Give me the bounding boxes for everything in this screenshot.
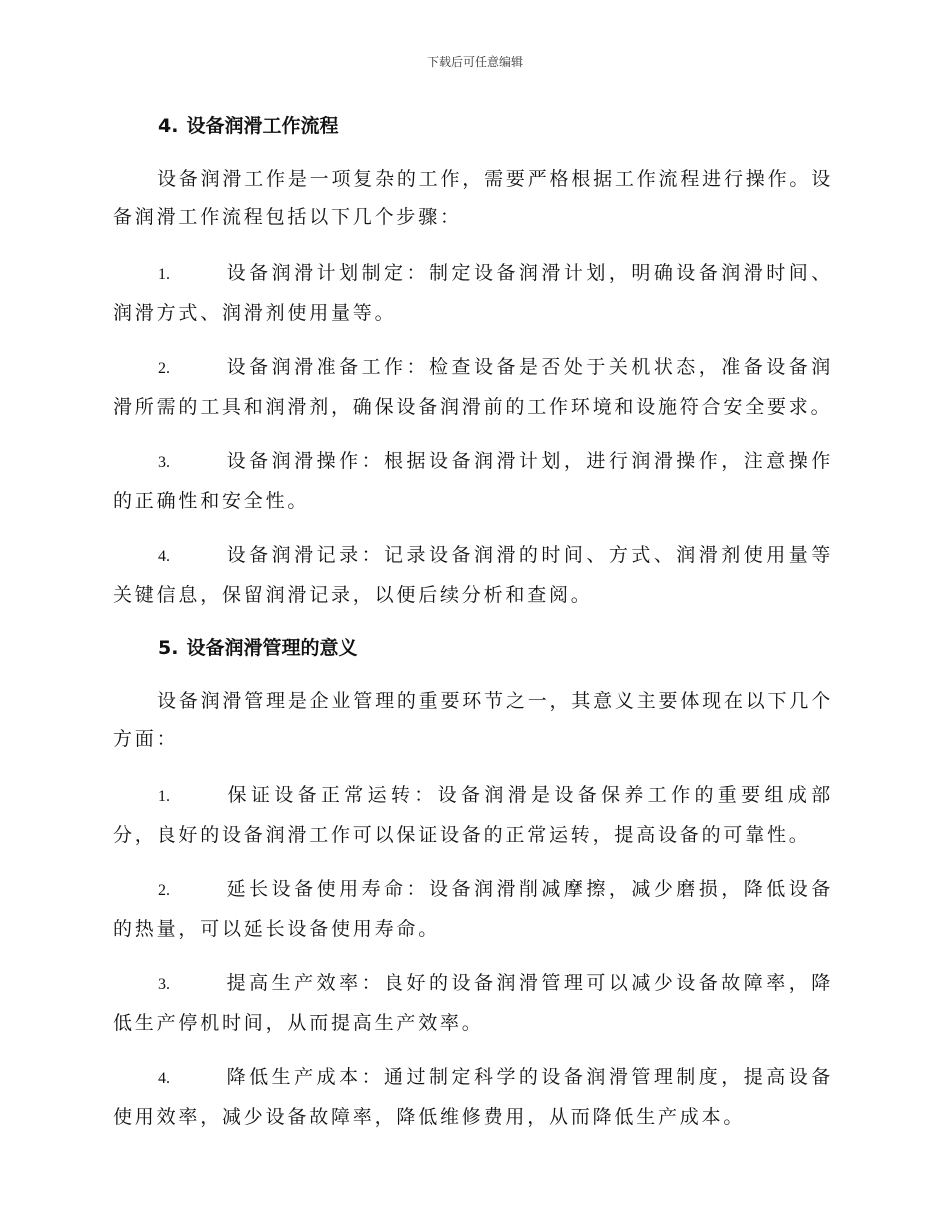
document-body — [113, 108, 833, 1152]
item-text: 降低生产成本：通过制定科学的设备润滑管理制度，提高设备使用效率，减少设备故障率，降低维修费用，从而降低生产成本。 — [113, 1066, 833, 1128]
item-text: 延长设备使用寿命：设备润滑削减摩擦，减少磨损，降低设备的热量，可以延长设备使用寿命。 — [113, 878, 833, 940]
item-text: 设备润滑操作：根据设备润滑计划，进行润滑操作，注意操作的正确性和安全性。 — [113, 450, 833, 512]
section-4-intro: 设备润滑工作是一项复杂的工作，需要严格根据工作流程进行操作。设备润滑工作流程包括以下几个步骤： — [113, 168, 833, 228]
section-4-item — [113, 254, 833, 332]
item-text: 设备润滑准备工作：检查设备是否处于关机状态，准备设备润滑所需的工具和润滑剂，确保设备润滑前的工作环境和设施符合安全要求。 — [113, 356, 833, 418]
section-5-intro: 设备润滑管理是企业管理的重要环节之一，其意义主要体现在以下几个方面： — [113, 690, 833, 750]
item-number: 1. — [158, 266, 170, 283]
item-text: 设备润滑记录：记录设备润滑的时间、方式、润滑剂使用量等关键信息，保留润滑记录，以便后续分析和查阅。 — [113, 544, 833, 606]
section-4-number: 4. — [158, 115, 179, 137]
section-5-item — [113, 776, 833, 854]
section-5-item — [113, 964, 833, 1042]
item-number: 3. — [158, 976, 170, 993]
item-number: 4. — [158, 1070, 170, 1087]
item-number: 4. — [158, 548, 170, 565]
page-header: 下载后可任意编辑 — [426, 55, 523, 69]
item-text: 提高生产效率：良好的设备润滑管理可以减少设备故障率，降低生产停机时间，从而提高生产效率。 — [113, 972, 833, 1034]
section-5-item — [113, 1058, 833, 1136]
section-4-item — [113, 536, 833, 614]
section-4-title: 设备润滑工作流程 — [186, 115, 339, 137]
item-number: 2. — [158, 360, 170, 377]
section-5-title: 设备润滑管理的意义 — [186, 637, 358, 659]
item-number: 2. — [158, 882, 170, 899]
item-text: 保证设备正常运转：设备润滑是设备保养工作的重要组成部分，良好的设备润滑工作可以保证设备的正常运转，提高设备的可靠性。 — [113, 784, 833, 846]
section-5-number: 5. — [158, 637, 179, 659]
section-5-item — [113, 870, 833, 948]
section-4-heading — [158, 108, 833, 144]
section-4-item — [113, 348, 833, 426]
item-number: 3. — [158, 454, 170, 471]
item-number: 1. — [158, 788, 170, 805]
item-text: 设备润滑计划制定：制定设备润滑计划，明确设备润滑时间、润滑方式、润滑剂使用量等。 — [113, 262, 833, 324]
section-5-heading — [158, 630, 833, 666]
section-4-item — [113, 442, 833, 520]
